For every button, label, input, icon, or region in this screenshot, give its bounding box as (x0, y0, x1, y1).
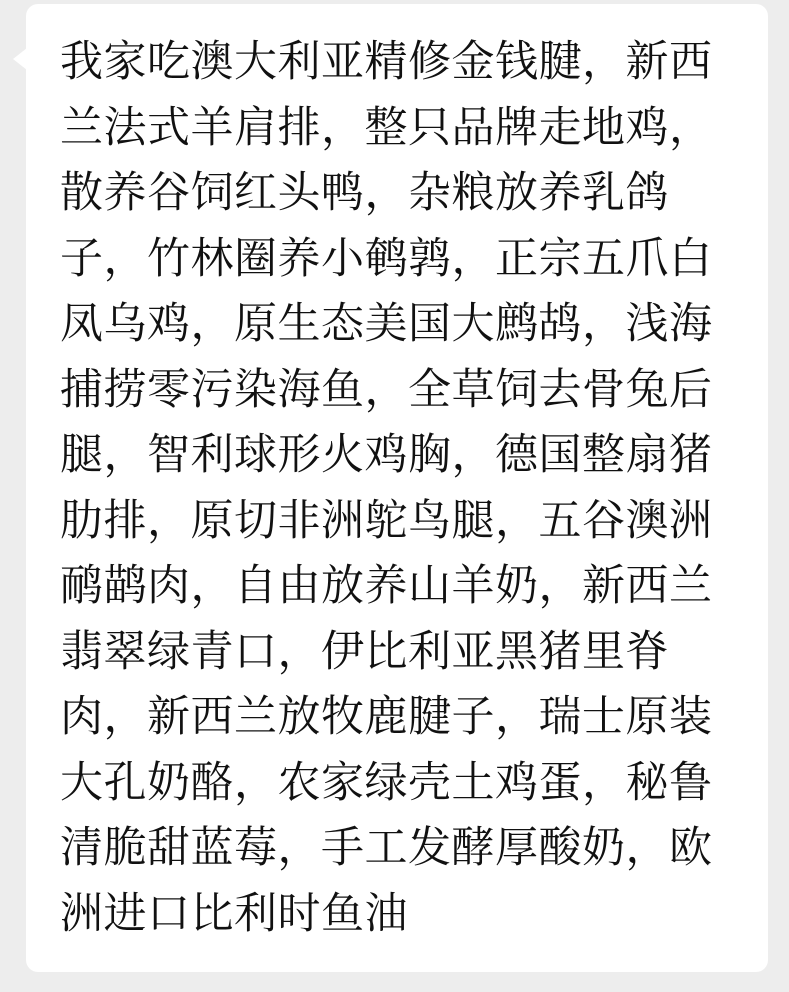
message-line: 肉，新西兰放牧鹿腱子，瑞士原装 (60, 692, 713, 742)
message-line: 凤乌鸡，原生态美国大鹧鸪，浅海 (60, 299, 713, 349)
message-line: 捕捞零污染海鱼，全草饲去骨兔后 (60, 364, 713, 415)
message-line: 清脆甜蓝莓，手工发酵厚酸奶，欧 (60, 823, 713, 873)
message-line: 散养谷饲红头鸭，杂粮放养乳鸽 (60, 168, 669, 218)
message-line: 大孔奶酪，农家绿壳土鸡蛋，秘鲁 (60, 757, 713, 808)
message-line: 腿，智利球形火鸡胸，德国整扇猪 (60, 430, 713, 480)
message-text[interactable] (60, 30, 750, 947)
message-bubble[interactable] (26, 4, 768, 972)
message-line: 兰法式羊肩排，整只品牌走地鸡， (60, 102, 713, 153)
bubble-tail (13, 48, 27, 70)
message-line: 我家吃澳大利亚精修金钱腱，新西 (60, 37, 713, 87)
message-line: 鸸鹋肉，自由放养山羊奶，新西兰 (60, 561, 713, 611)
message-line: 翡翠绿青口，伊比利亚黑猪里脊 (60, 626, 669, 677)
message-line: 子，竹林圈养小鹌鹑，正宗五爪白 (60, 233, 713, 284)
message-line: 肋排，原切非洲鸵鸟腿，五谷澳洲 (60, 495, 713, 546)
message-line: 洲进口比利时鱼油 (60, 888, 408, 939)
